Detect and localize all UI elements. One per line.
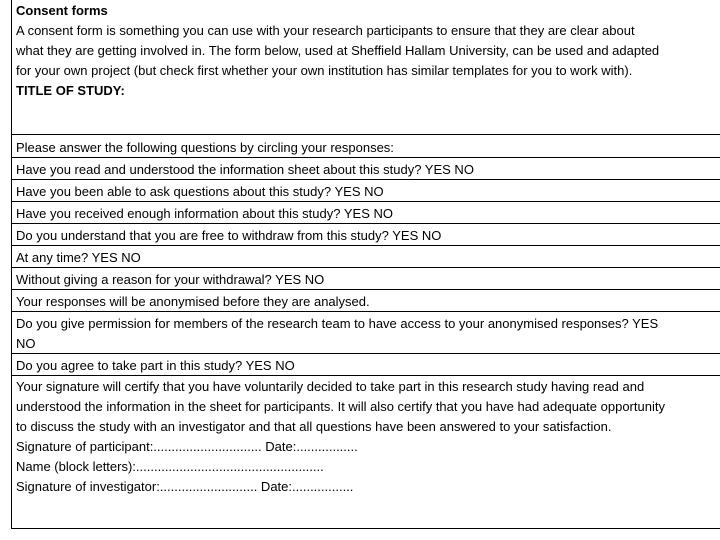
signature-text: to discuss the study with an investigator and that all questions have been answered to your satisfaction. — [16, 419, 612, 434]
intro-line: A consent form is something you can use with your research participants to ensure that they are clear about — [16, 23, 635, 38]
question-row — [12, 268, 720, 290]
question-text: Have you been able to ask questions about this study? YES NO — [16, 184, 384, 199]
name-block-letters-line: Name (block letters):.................................................... — [16, 459, 324, 474]
investigator-signature-line: Signature of investigator:........................... Date:................. — [16, 479, 354, 494]
intro-section — [12, 0, 720, 135]
signature-text: understood the information in the sheet for participants. It will also certify that you have had adequate opportunity — [16, 399, 665, 414]
instructions-text: Please answer the following questions by circling your responses: — [16, 140, 394, 155]
question-row — [12, 180, 720, 202]
question-row — [12, 290, 720, 312]
participant-signature-line: Signature of participant:.............................. Date:................. — [16, 439, 358, 454]
permission-row — [12, 312, 720, 354]
consent-form — [11, 0, 720, 529]
signature-text: Your signature will certify that you have voluntarily decided to take part in this research study having read and — [16, 379, 645, 394]
question-text: Your responses will be anonymised before they are analysed. — [16, 294, 370, 309]
agree-row — [12, 354, 720, 376]
instructions-row — [12, 135, 720, 158]
intro-line: what they are getting involved in. The form below, used at Sheffield Hallam University, can be used and adapted — [16, 43, 660, 58]
question-text: Do you understand that you are free to withdraw from this study? YES NO — [16, 228, 442, 243]
question-text: Have you read and understood the information sheet about this study? YES NO — [16, 162, 474, 177]
form-heading: Consent forms — [16, 3, 108, 18]
question-text: Have you received enough information about this study? YES NO — [16, 206, 393, 221]
question-row — [12, 246, 720, 268]
agree-text: Do you agree to take part in this study? YES NO — [16, 358, 295, 373]
question-text: At any time? YES NO — [16, 250, 141, 265]
title-of-study-label: TITLE OF STUDY: — [16, 83, 125, 98]
permission-text: Do you give permission for members of the research team to have access to your anonymised responses? YES — [16, 316, 659, 331]
question-row — [12, 202, 720, 224]
question-text: Without giving a reason for your withdrawal? YES NO — [16, 272, 325, 287]
signature-section — [12, 376, 720, 529]
intro-line: for your own project (but check first whether your own institution has similar templates for you to work with). — [16, 63, 633, 78]
question-row — [12, 158, 720, 180]
question-row — [12, 224, 720, 246]
permission-text: NO — [16, 336, 36, 351]
